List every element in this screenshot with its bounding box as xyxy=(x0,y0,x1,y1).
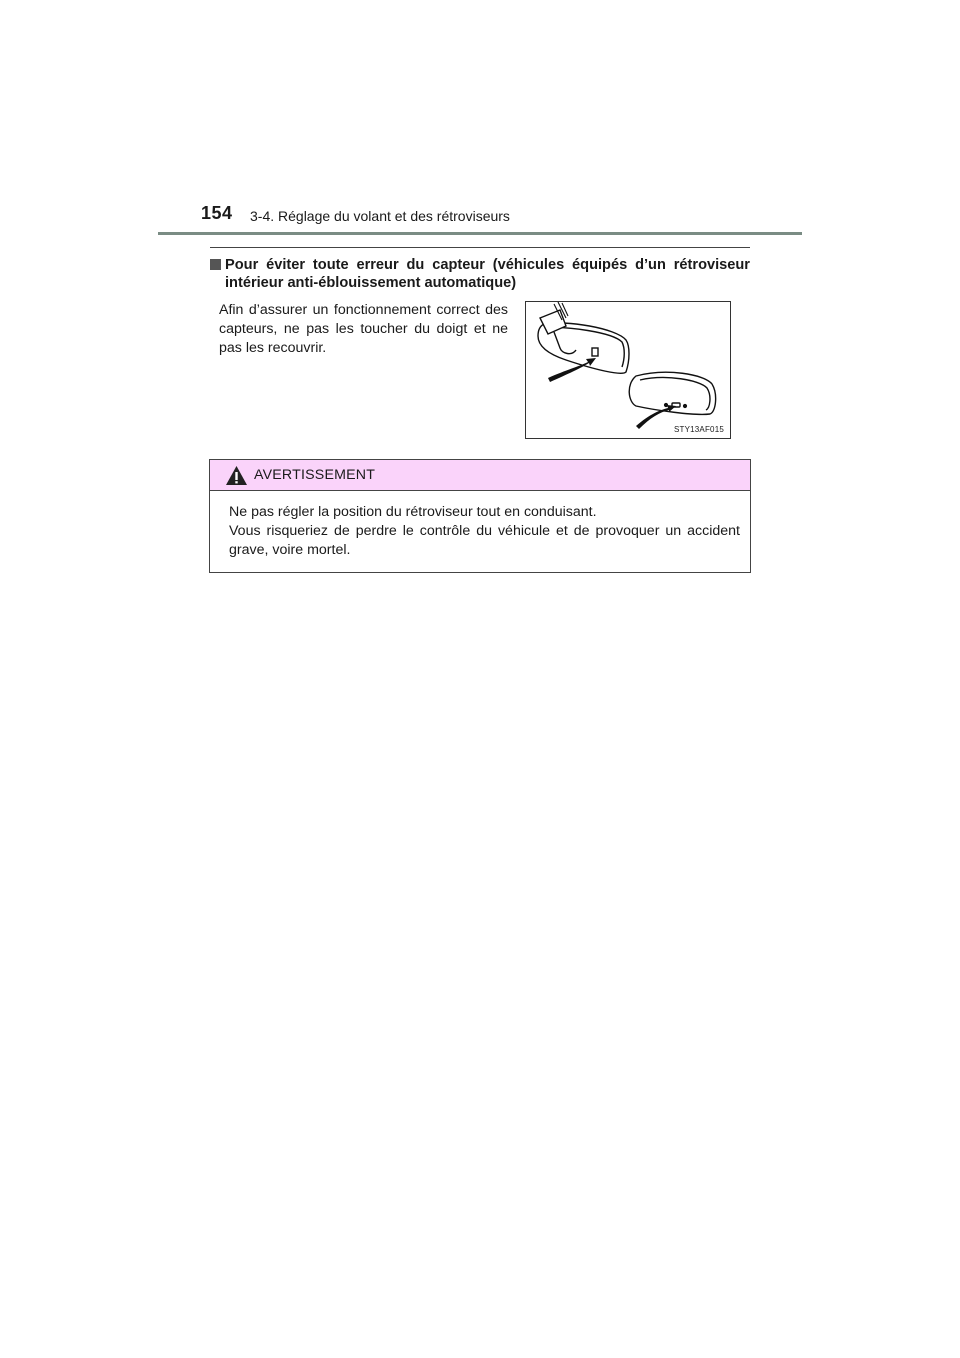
header-rule xyxy=(158,232,802,235)
body-paragraph: Afin d’assurer un fonctionnement correct des capteurs, ne pas les toucher du doigt et ne pas les recouvrir. xyxy=(219,302,508,356)
bullet-square-icon xyxy=(210,259,221,270)
page-number: 154 xyxy=(201,203,233,223)
warning-header xyxy=(210,460,750,491)
subsection-heading xyxy=(210,256,750,292)
rearview-mirror-illustration xyxy=(526,302,732,440)
warning-title: AVERTISSEMENT xyxy=(254,467,376,483)
warning-body xyxy=(229,503,740,560)
warning-text-line2: Vous risqueriez de perdre le contrôle du véhicule et de provoquer un accident grave, voire mortel. xyxy=(229,523,740,558)
section-divider xyxy=(210,247,750,248)
mirror-sensor-figure xyxy=(525,301,731,439)
warning-text-line1: Ne pas régler la position du rétroviseur tout en conduisant. xyxy=(229,504,597,520)
section-title: 3-4. Réglage du volant et des rétroviseurs xyxy=(250,208,510,224)
subsection-heading-text: Pour éviter toute erreur du capteur (véhicules équipés d’un rétroviseur intérieur anti-éblouissement automatique) xyxy=(225,257,750,291)
figure-code: STY13AF015 xyxy=(673,425,724,434)
warning-box xyxy=(209,459,751,573)
warning-triangle-icon xyxy=(225,465,248,486)
